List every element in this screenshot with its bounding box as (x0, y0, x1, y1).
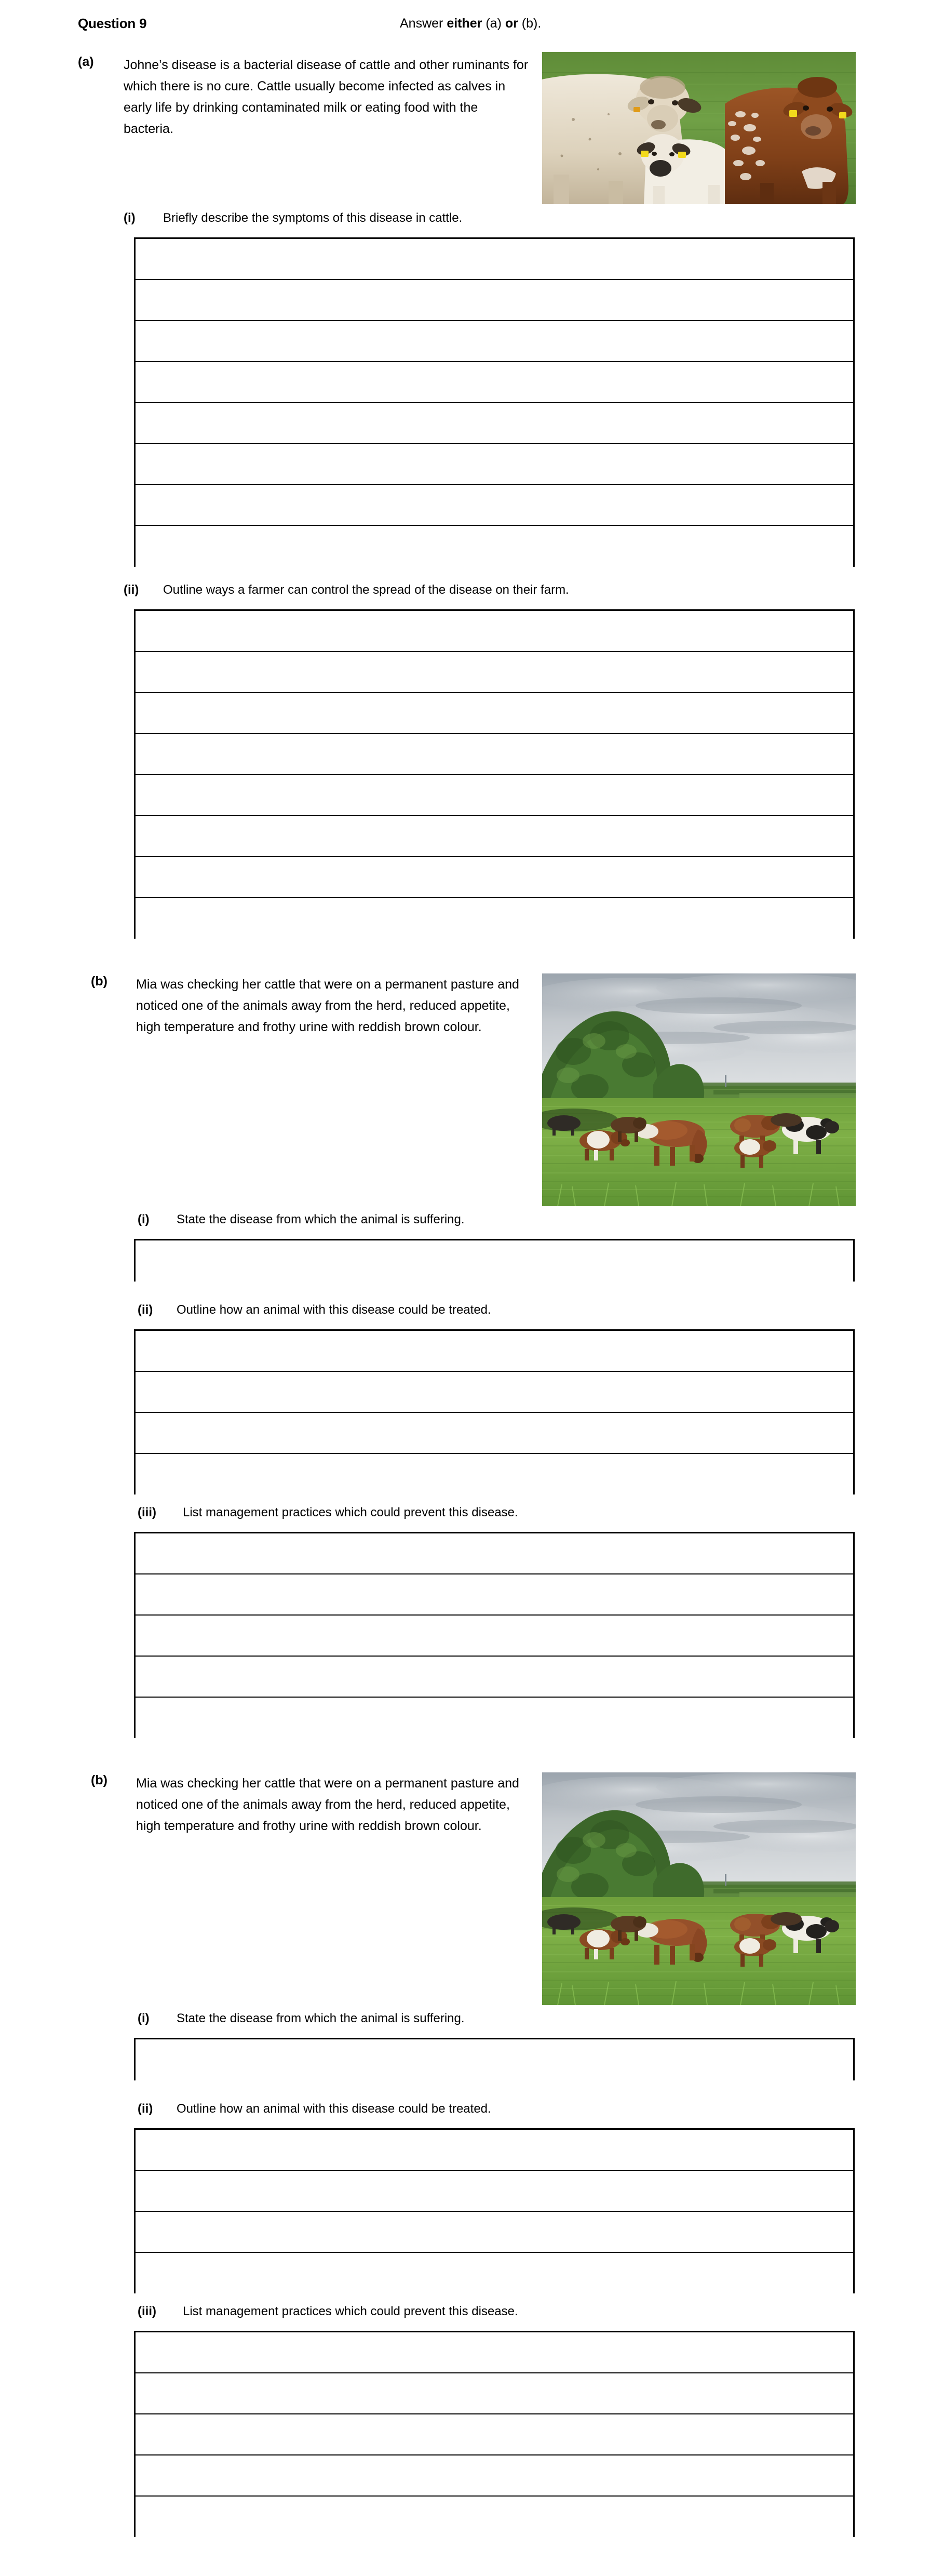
pasture-grazing-photo-repeat (542, 1772, 856, 2005)
answer-row[interactable] (136, 1454, 853, 1495)
answer-row[interactable] (136, 444, 853, 485)
answer-row[interactable] (136, 2212, 853, 2253)
answer-box-b-iii[interactable] (134, 1532, 855, 1738)
part-label-b: (b) (91, 974, 107, 989)
answer-row[interactable] (136, 2373, 853, 2414)
subquestion-text-b-iii-repeat: List management practices which could prevent this disease. (183, 2304, 518, 2318)
answer-row[interactable] (136, 816, 853, 857)
answer-row[interactable] (136, 1240, 853, 1282)
answer-box-a-i[interactable] (134, 237, 855, 567)
answer-box-b-ii[interactable] (134, 1329, 855, 1494)
answer-row[interactable] (136, 526, 853, 567)
answer-row[interactable] (136, 2455, 853, 2497)
answer-row[interactable] (136, 2414, 853, 2455)
cattle-herd-illustration (542, 52, 856, 204)
subquestion-text-b-i-repeat: State the disease from which the animal is suffering. (177, 2011, 465, 2025)
subquestion-label-b-ii-repeat: (ii) (138, 2102, 153, 2116)
answer-row[interactable] (136, 857, 853, 898)
answer-row[interactable] (136, 898, 853, 939)
answer-row[interactable] (136, 1574, 853, 1616)
question-header (78, 16, 857, 36)
part-label-b-repeat: (b) (91, 1773, 107, 1787)
answer-row[interactable] (136, 2253, 853, 2294)
page-title: Question 9 (78, 16, 147, 31)
answer-box-b-i[interactable] (134, 1239, 855, 1282)
instruction-prefix: Answer (400, 16, 447, 31)
answer-row[interactable] (136, 1657, 853, 1698)
subquestion-text-b-ii: Outline how an animal with this disease could be treated. (177, 1303, 491, 1317)
answer-row[interactable] (136, 2171, 853, 2212)
answer-row[interactable] (136, 734, 853, 775)
part-stem-a: Johne’s disease is a bacterial disease of cattle and other ruminants for which there is no cure. Cattle usually become infected as calves in early life by drinking contaminated milk or eating food with the bacteria. (124, 58, 529, 136)
subquestion-label-a-i: (i) (124, 211, 136, 225)
answer-box-a-ii[interactable] (134, 609, 855, 939)
subquestion-label-b-ii: (ii) (138, 1303, 153, 1317)
answer-row[interactable] (136, 1616, 853, 1657)
part-stem-b-repeat: Mia was checking her cattle that were on a permanent pasture and noticed one of the animals away from the herd, reduced appetite, high temperature and frothy urine with reddish brown colour. (136, 1776, 519, 1833)
answer-row[interactable] (136, 2130, 853, 2171)
cattle-herd-photo (542, 52, 856, 204)
subquestion-label-b-i-repeat: (i) (138, 2011, 150, 2025)
instruction-either: either (447, 16, 482, 31)
answer-row[interactable] (136, 693, 853, 734)
instruction-mid: (a) (482, 16, 505, 31)
answer-row[interactable] (136, 362, 853, 403)
subquestion-text-b-ii-repeat: Outline how an animal with this disease could be treated. (177, 2102, 491, 2116)
answer-row[interactable] (136, 2332, 853, 2373)
answer-row[interactable] (136, 280, 853, 321)
part-label-a: (a) (78, 55, 94, 69)
subquestion-text-b-iii: List management practices which could prevent this disease. (183, 1505, 518, 1519)
pasture-grazing-illustration (542, 973, 856, 1206)
answer-row[interactable] (136, 1331, 853, 1372)
answer-box-b-iii-repeat[interactable] (134, 2331, 855, 2537)
answer-row[interactable] (136, 775, 853, 816)
answer-row[interactable] (136, 403, 853, 444)
subquestion-text-a-ii: Outline ways a farmer can control the spread of the disease on their farm. (163, 583, 569, 597)
answer-box-b-ii-repeat[interactable] (134, 2128, 855, 2293)
answer-row[interactable] (136, 2039, 853, 2080)
answer-row[interactable] (136, 1533, 853, 1574)
part-stem-b: Mia was checking her cattle that were on a permanent pasture and noticed one of the animals away from the herd, reduced appetite, high temperature and frothy urine with reddish brown colour. (136, 977, 519, 1034)
answer-row[interactable] (136, 1413, 853, 1454)
subquestion-text-b-i: State the disease from which the animal is suffering. (177, 1212, 465, 1226)
answer-row[interactable] (136, 1698, 853, 1739)
answer-row[interactable] (136, 2497, 853, 2538)
answer-instruction (400, 16, 541, 31)
answer-row[interactable] (136, 485, 853, 526)
subquestion-label-b-i: (i) (138, 1212, 150, 1226)
instruction-suffix: (b). (518, 16, 542, 31)
subquestion-label-a-ii: (ii) (124, 583, 139, 597)
subquestion-label-b-iii-repeat: (iii) (138, 2304, 156, 2318)
answer-row[interactable] (136, 652, 853, 693)
answer-row[interactable] (136, 239, 853, 280)
answer-row[interactable] (136, 611, 853, 652)
pasture-grazing-illustration-repeat (542, 1772, 856, 2005)
answer-box-b-i-repeat[interactable] (134, 2038, 855, 2080)
subquestion-label-b-iii: (iii) (138, 1505, 156, 1519)
subquestion-text-a-i: Briefly describe the symptoms of this disease in cattle. (163, 211, 463, 225)
instruction-or: or (505, 16, 518, 31)
answer-row[interactable] (136, 1372, 853, 1413)
pasture-grazing-photo (542, 973, 856, 1206)
answer-row[interactable] (136, 321, 853, 362)
